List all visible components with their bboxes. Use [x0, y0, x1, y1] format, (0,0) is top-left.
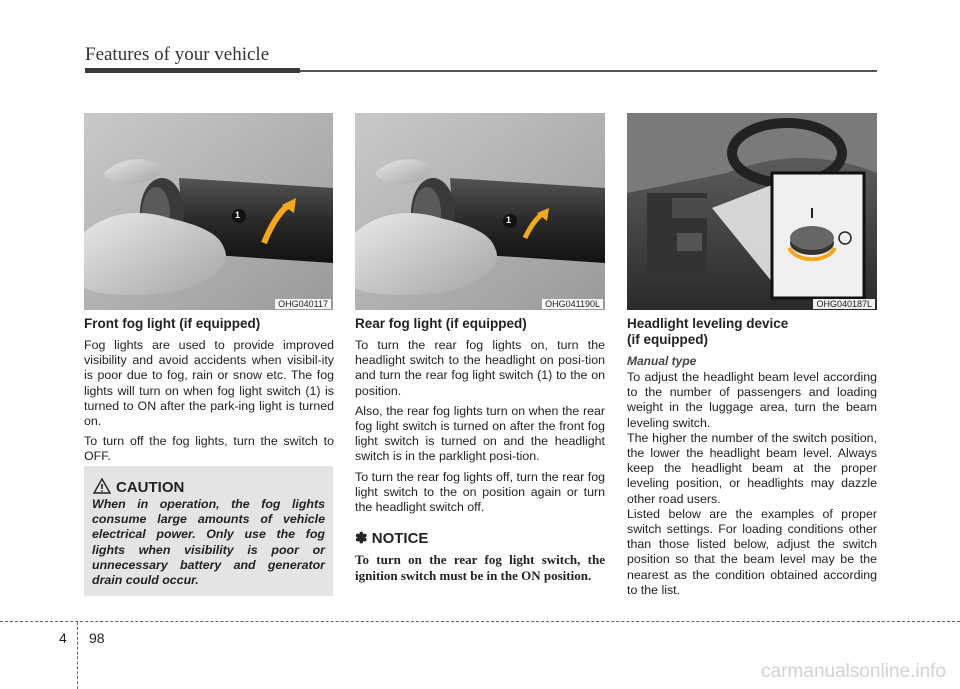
section-heading: Headlight leveling device	[627, 316, 789, 331]
front-fog-switch-illustration	[84, 113, 333, 310]
notice-title: ✽ NOTICE	[355, 530, 429, 548]
section-heading: Rear fog light (if equipped)	[355, 316, 527, 331]
subheading: Manual type	[627, 354, 697, 368]
front-fog-section	[84, 316, 334, 470]
image-code: OHG040117	[275, 299, 331, 309]
section-heading: Front fog light (if equipped)	[84, 316, 261, 331]
paragraph: To turn the rear fog lights off, turn the rear fog light switch to the on position again or turn the headlight switch off.	[355, 469, 605, 515]
paragraph: Also, the rear fog lights turn on when the rear fog light switch is turned on after the front fog light switch is turned on and the headlight switch is in the parklight posi-tion.	[355, 403, 605, 464]
callout-number: 1	[235, 210, 241, 220]
footer-divider	[0, 621, 960, 622]
page-number: 98	[89, 630, 105, 646]
headlight-leveling-illustration	[627, 113, 877, 310]
paragraph: Listed below are the examples of proper switch settings. For loading conditions other than those listed below, adjust the switch position so that the beam level may be the nearest as the condition obtained according to the list.	[627, 506, 877, 597]
paragraph: To adjust the headlight beam level according to the number of passengers and loading weight in the luggage area, turn the beam leveling switch.	[627, 370, 877, 430]
header-rule-light	[300, 70, 877, 72]
caution-text: When in operation, the fog lights consume large amounts of vehicle electrical power. Only use the fog lights when visibility is poor or unnecessary battery and generator drain could occur.	[92, 497, 325, 588]
image-code: OHG040187L	[813, 299, 875, 309]
paragraph: The higher the number of the switch position, the lower the headlight beam level. Always keep the headlight beam at the proper leveling position, or headlights may dazzle other road users.	[627, 430, 877, 506]
paragraph: To turn off the fog lights, turn the switch to OFF.	[84, 434, 334, 464]
warning-triangle-icon	[93, 478, 111, 494]
rear-fog-section	[355, 316, 605, 583]
caution-title: CAUTION	[116, 479, 185, 496]
rear-fog-switch-illustration	[355, 113, 605, 310]
chapter-number: 4	[59, 630, 67, 646]
paragraph: To turn the rear fog lights on, turn the headlight switch to the headlight on posi-tion and turn the rear fog light switch (1) to the on position.	[355, 338, 605, 398]
caution-box	[84, 466, 333, 596]
headlight-leveling-section	[627, 316, 877, 603]
header-rule-dark	[85, 68, 300, 73]
paragraph: Fog lights are used to provide improved visibility and avoid accidents when visibil-ity is poor due to fog, rain or snow etc. The fog lights will turn on when fog light switch (1) is turned to ON after the park-ing light is turned on.	[84, 338, 334, 429]
section-heading-cont: (if equipped)	[627, 332, 708, 347]
notice-text: To turn on the rear fog light switch, the ignition switch must be in the ON position.	[355, 552, 605, 583]
image-code: OHG041190L	[542, 299, 603, 309]
page-header-title: Features of your vehicle	[85, 44, 270, 65]
footer-vertical-divider	[77, 622, 78, 689]
callout-number: 1	[506, 215, 512, 225]
watermark: carmanualsonline.info	[761, 661, 946, 682]
